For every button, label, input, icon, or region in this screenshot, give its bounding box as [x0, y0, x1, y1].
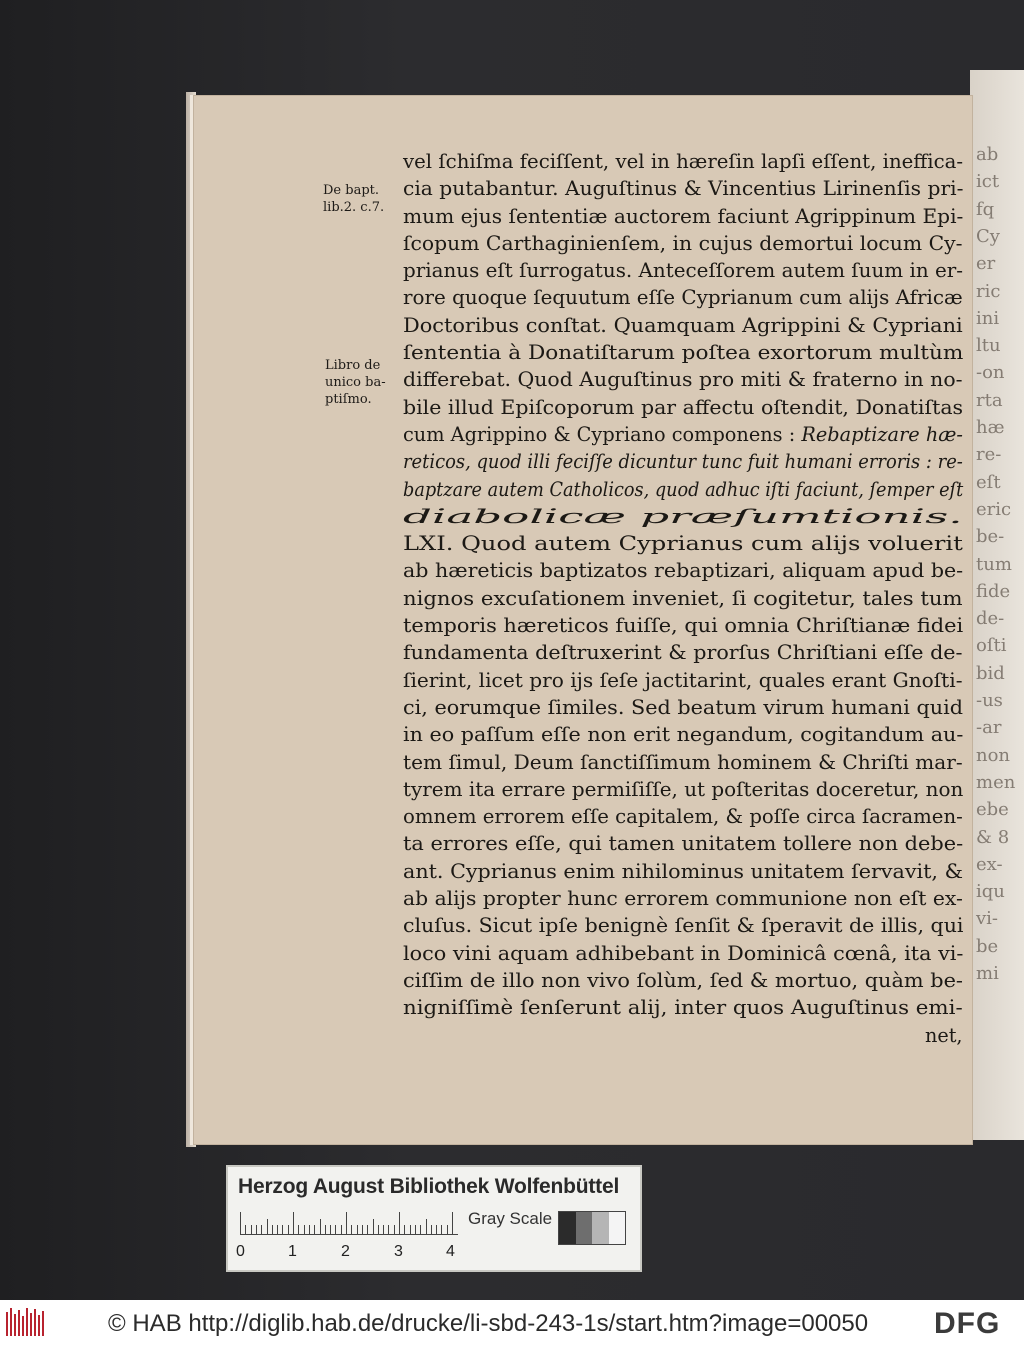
text-line-roman: vel ſchiſma feciſſent, vel in hæreſin lapſi eſſent, ineffica-	[403, 150, 964, 173]
next-page-fragment: iqu	[976, 881, 1005, 903]
ruler-tick	[394, 1225, 395, 1234]
text-line-roman: ſententia à Donatiſtarum poſtea exortorum multùm	[403, 341, 964, 365]
text-line-roman: ab alijs propter hunc errorem communione non eſt ex-	[403, 887, 963, 911]
text-line	[403, 284, 963, 311]
text-line	[403, 448, 963, 475]
ruler-tick	[330, 1225, 331, 1234]
text-line-roman: ſcopum Carthaginienſem, in cujus demortui locum Cy-	[403, 231, 963, 255]
ruler-tick	[325, 1225, 326, 1234]
next-page-fragment: tum	[976, 553, 1012, 575]
next-page-fragment: ab	[976, 144, 999, 165]
text-line-roman: LXI. Quod autem Cyprianus cum alijs voluerit	[403, 532, 963, 556]
text-line	[403, 476, 963, 503]
ruler-tick	[304, 1225, 305, 1234]
ruler-number: 2	[341, 1243, 350, 1260]
image-citation-url[interactable]: © HAB http://diglib.hab.de/drucke/li-sbd-243-1s/start.htm?image=00050	[108, 1310, 869, 1337]
next-page-fragment: ric	[976, 280, 1001, 302]
margin-note-de-bapt: De bapt. lib.2. c.7.	[323, 183, 385, 215]
next-page-fragment: fide	[976, 580, 1011, 602]
ruler-tick	[436, 1225, 437, 1234]
ruler-tick	[399, 1212, 400, 1234]
ruler-tick	[277, 1225, 278, 1234]
text-line-roman: differebat. Quod Auguſtinus pro miti & fraterno in no-	[403, 368, 963, 392]
text-line-roman: rore quoque ſequutum eſſe Cyprianum cum alijs Africæ	[403, 286, 963, 310]
margin-note-libro-de-unico-baptismo: Libro de unico ba- ptiſmo.	[325, 358, 386, 407]
text-line	[403, 421, 963, 448]
text-line-roman: Doctoribus conſtat. Quamquam Agrippini & Cypriani	[403, 313, 963, 337]
text-line	[403, 776, 963, 803]
footer-bar	[0, 1300, 1024, 1347]
text-line	[403, 749, 963, 776]
ruler-tick	[362, 1225, 363, 1234]
next-page-fragment: rta	[976, 389, 1003, 411]
next-page-fragment: & 8	[976, 826, 1010, 848]
page-body-text	[403, 148, 963, 1049]
ruler-tick	[298, 1225, 299, 1234]
ruler-tick	[245, 1225, 246, 1234]
next-page-fragment: oſti	[976, 635, 1007, 657]
library-name: Herzog August Bibliothek Wolfenbüttel	[238, 1175, 620, 1198]
text-line-roman: ab hæreticis baptizatos rebaptizari, aliquam apud be-	[403, 559, 964, 583]
next-page-fragment: de-	[976, 608, 1005, 630]
ruler-number: 3	[394, 1243, 403, 1260]
ruler-number: 1	[288, 1243, 297, 1260]
gray-swatch	[609, 1212, 626, 1244]
text-line	[403, 940, 963, 967]
ruler-tick	[441, 1225, 442, 1234]
ruler-tick	[447, 1225, 448, 1234]
text-line-italic: reticos, quod illi feciſſe dicuntur tunc fuit humani erroris : re-	[403, 450, 963, 474]
next-page-fragment: -us	[976, 690, 1003, 711]
ruler-tick	[240, 1212, 241, 1234]
next-page-fragment: ex-	[976, 853, 1003, 875]
next-page-fragment: fq	[976, 198, 995, 220]
next-page-fragment: -ar	[976, 717, 1002, 739]
ruler-tick	[341, 1225, 342, 1234]
ruler-tick	[431, 1225, 432, 1234]
text-line-italic: diabolicæ præſumtionis.	[403, 504, 963, 528]
next-page-fragment: vi-	[976, 908, 999, 930]
text-line-italic: baptzare autem Catholicos, quod adhuc iſti faciunt, ſemper eſt	[403, 477, 964, 501]
text-line-roman: prianus eſt ſurrogatus. Anteceſſorem autem ſuum in er-	[403, 259, 963, 283]
text-line-roman: ci, eorumque ſimiles. Sed beatum virum humani quid	[403, 695, 964, 719]
ruler-tick	[314, 1225, 315, 1234]
next-page-fragment: Cy	[976, 225, 1000, 247]
ruler-tick	[367, 1225, 368, 1234]
next-page-fragment: ebe	[976, 799, 1009, 821]
text-line-roman: ſierint, licet pro ijs ſeſe jactitarint, quales erant Gnoſti-	[403, 668, 963, 692]
text-line	[403, 885, 963, 912]
text-line-roman: tyrem ita errare permiſiſſe, ut poſteritas doceretur, non	[403, 777, 964, 801]
ruler-tick	[282, 1225, 283, 1234]
text-line	[403, 203, 963, 230]
dfg-logo: DFG	[934, 1307, 1001, 1340]
text-line	[403, 530, 963, 557]
text-line	[403, 503, 963, 530]
measurement-ruler	[240, 1212, 458, 1235]
text-line	[403, 175, 963, 202]
text-line	[403, 366, 963, 393]
ruler-tick	[357, 1225, 358, 1234]
ruler-tick	[288, 1225, 289, 1234]
ruler-tick	[452, 1212, 453, 1234]
next-page-fragment: be	[976, 935, 999, 957]
next-page-fragment: re-	[976, 444, 1002, 466]
next-page-fragment: ini	[976, 307, 1000, 329]
ruler-tick	[320, 1219, 321, 1234]
ruler-tick	[272, 1225, 273, 1234]
ruler-tick	[410, 1225, 411, 1234]
text-line-roman: cluſus. Sicut ipſe benignè ſenſit & ſperavit de illis, qui	[403, 914, 964, 938]
text-line-italic: Rebaptizare hæ-	[801, 422, 963, 446]
text-line	[403, 230, 963, 257]
next-page-fragment: ict	[976, 171, 1000, 193]
ruler-number: 0	[236, 1243, 245, 1260]
text-line	[403, 912, 963, 939]
gray-swatch	[576, 1212, 593, 1244]
text-line-roman: cum Agrippino & Cypriano componens :	[403, 422, 802, 446]
next-page-fragment: non	[976, 744, 1011, 766]
text-line-roman: mum ejus ſententiæ auctorem faciunt Agrippinum Epi-	[403, 204, 964, 228]
text-line	[403, 967, 963, 994]
text-line-roman: loco vini aquam adhibebant in Dominicâ cœnâ, ita vi-	[403, 941, 964, 965]
ruler-tick	[388, 1225, 389, 1234]
ruler-tick	[261, 1225, 262, 1234]
text-line	[403, 830, 963, 857]
gray-scale-swatches	[558, 1211, 626, 1245]
ruler-tick	[383, 1225, 384, 1234]
ruler-tick	[335, 1225, 336, 1234]
next-page-sliver	[970, 70, 1024, 1140]
next-page-fragment: eſt	[976, 471, 1001, 493]
ruler-tick	[251, 1225, 252, 1234]
text-line-roman: omnem errorem eſſe capitalem, & poſſe circa ſacramen-	[403, 805, 963, 829]
ruler-tick	[378, 1225, 379, 1234]
text-line	[403, 394, 963, 421]
text-line	[403, 694, 963, 721]
next-page-fragment: be-	[976, 526, 1005, 548]
text-line-roman: ta errores eſſe, qui tamen unitatem tollere non debe-	[403, 832, 964, 856]
ruler-tick	[404, 1225, 405, 1234]
text-line	[403, 858, 963, 885]
text-line-roman: tem ſimul, Deum ſanctiſſimum hominem & Chriſti mar-	[403, 750, 963, 774]
text-line-roman: fundamenta deſtruxerint & prorſus Chriſtiani eſſe de-	[403, 641, 963, 665]
ruler-tick	[309, 1225, 310, 1234]
hab-barcode-logo-icon	[6, 1308, 46, 1338]
text-line	[403, 1022, 963, 1049]
text-line	[403, 803, 963, 830]
next-page-fragment: eric	[976, 498, 1012, 520]
ruler-tick	[420, 1225, 421, 1234]
text-line	[403, 585, 963, 612]
text-line-roman: cia putabantur. Auguſtinus & Vincentius Lirinenſis pri-	[403, 177, 964, 201]
next-page-fragment: hæ	[976, 417, 1005, 438]
text-line	[403, 994, 963, 1021]
text-line	[403, 339, 963, 366]
gray-scale-label: Gray Scale	[468, 1209, 553, 1228]
ruler-tick	[293, 1212, 294, 1234]
text-line	[403, 257, 963, 284]
text-line-roman: temporis hæreticos fuiſſe, qui omnia Chriſtianæ fidei	[403, 614, 964, 638]
ruler-tick	[426, 1219, 427, 1234]
next-page-fragment: er	[976, 253, 996, 275]
text-line-roman: nignos excuſationem inveniet, ſi cogitetur, tales tum	[403, 586, 963, 610]
text-line-roman: net,	[925, 1023, 963, 1047]
text-line	[403, 148, 963, 175]
book-page	[193, 95, 973, 1145]
next-page-fragment: -on	[976, 362, 1005, 384]
text-line	[403, 557, 963, 584]
ruler-tick	[267, 1219, 268, 1234]
text-line	[403, 639, 963, 666]
ruler-tick	[415, 1225, 416, 1234]
text-line-roman: nigniſſimè ſenſerunt alij, inter quos Auguſtinus emi-	[403, 996, 963, 1020]
ruler-tick	[256, 1225, 257, 1234]
ruler-tick	[373, 1219, 374, 1234]
next-page-fragment: ltu	[976, 335, 1001, 357]
color-calibration-card	[226, 1165, 642, 1272]
ruler-tick	[346, 1212, 347, 1234]
text-line-roman: in eo paſſum eſſe non erit negandum, cogitandum au-	[403, 723, 964, 747]
ruler-tick	[351, 1225, 352, 1234]
text-line-roman: ant. Cyprianus enim nihilominus unitatem ſervavit, &	[403, 859, 963, 883]
text-line	[403, 312, 963, 339]
ruler-number: 4	[446, 1243, 455, 1260]
text-line-roman: ciſſim de illo non vivo ſolùm, ſed & mortuo, quàm be-	[403, 968, 963, 992]
gray-swatch	[592, 1212, 609, 1244]
text-line-roman: bile illud Epiſcoporum par affectu oſtendit, Donatiſtas	[403, 395, 964, 419]
next-page-fragment: men	[976, 771, 1016, 793]
text-line	[403, 721, 963, 748]
text-line	[403, 667, 963, 694]
text-line	[403, 612, 963, 639]
gray-swatch	[559, 1212, 576, 1244]
next-page-fragment: bid	[976, 662, 1005, 684]
next-page-fragment: mi	[976, 963, 999, 984]
